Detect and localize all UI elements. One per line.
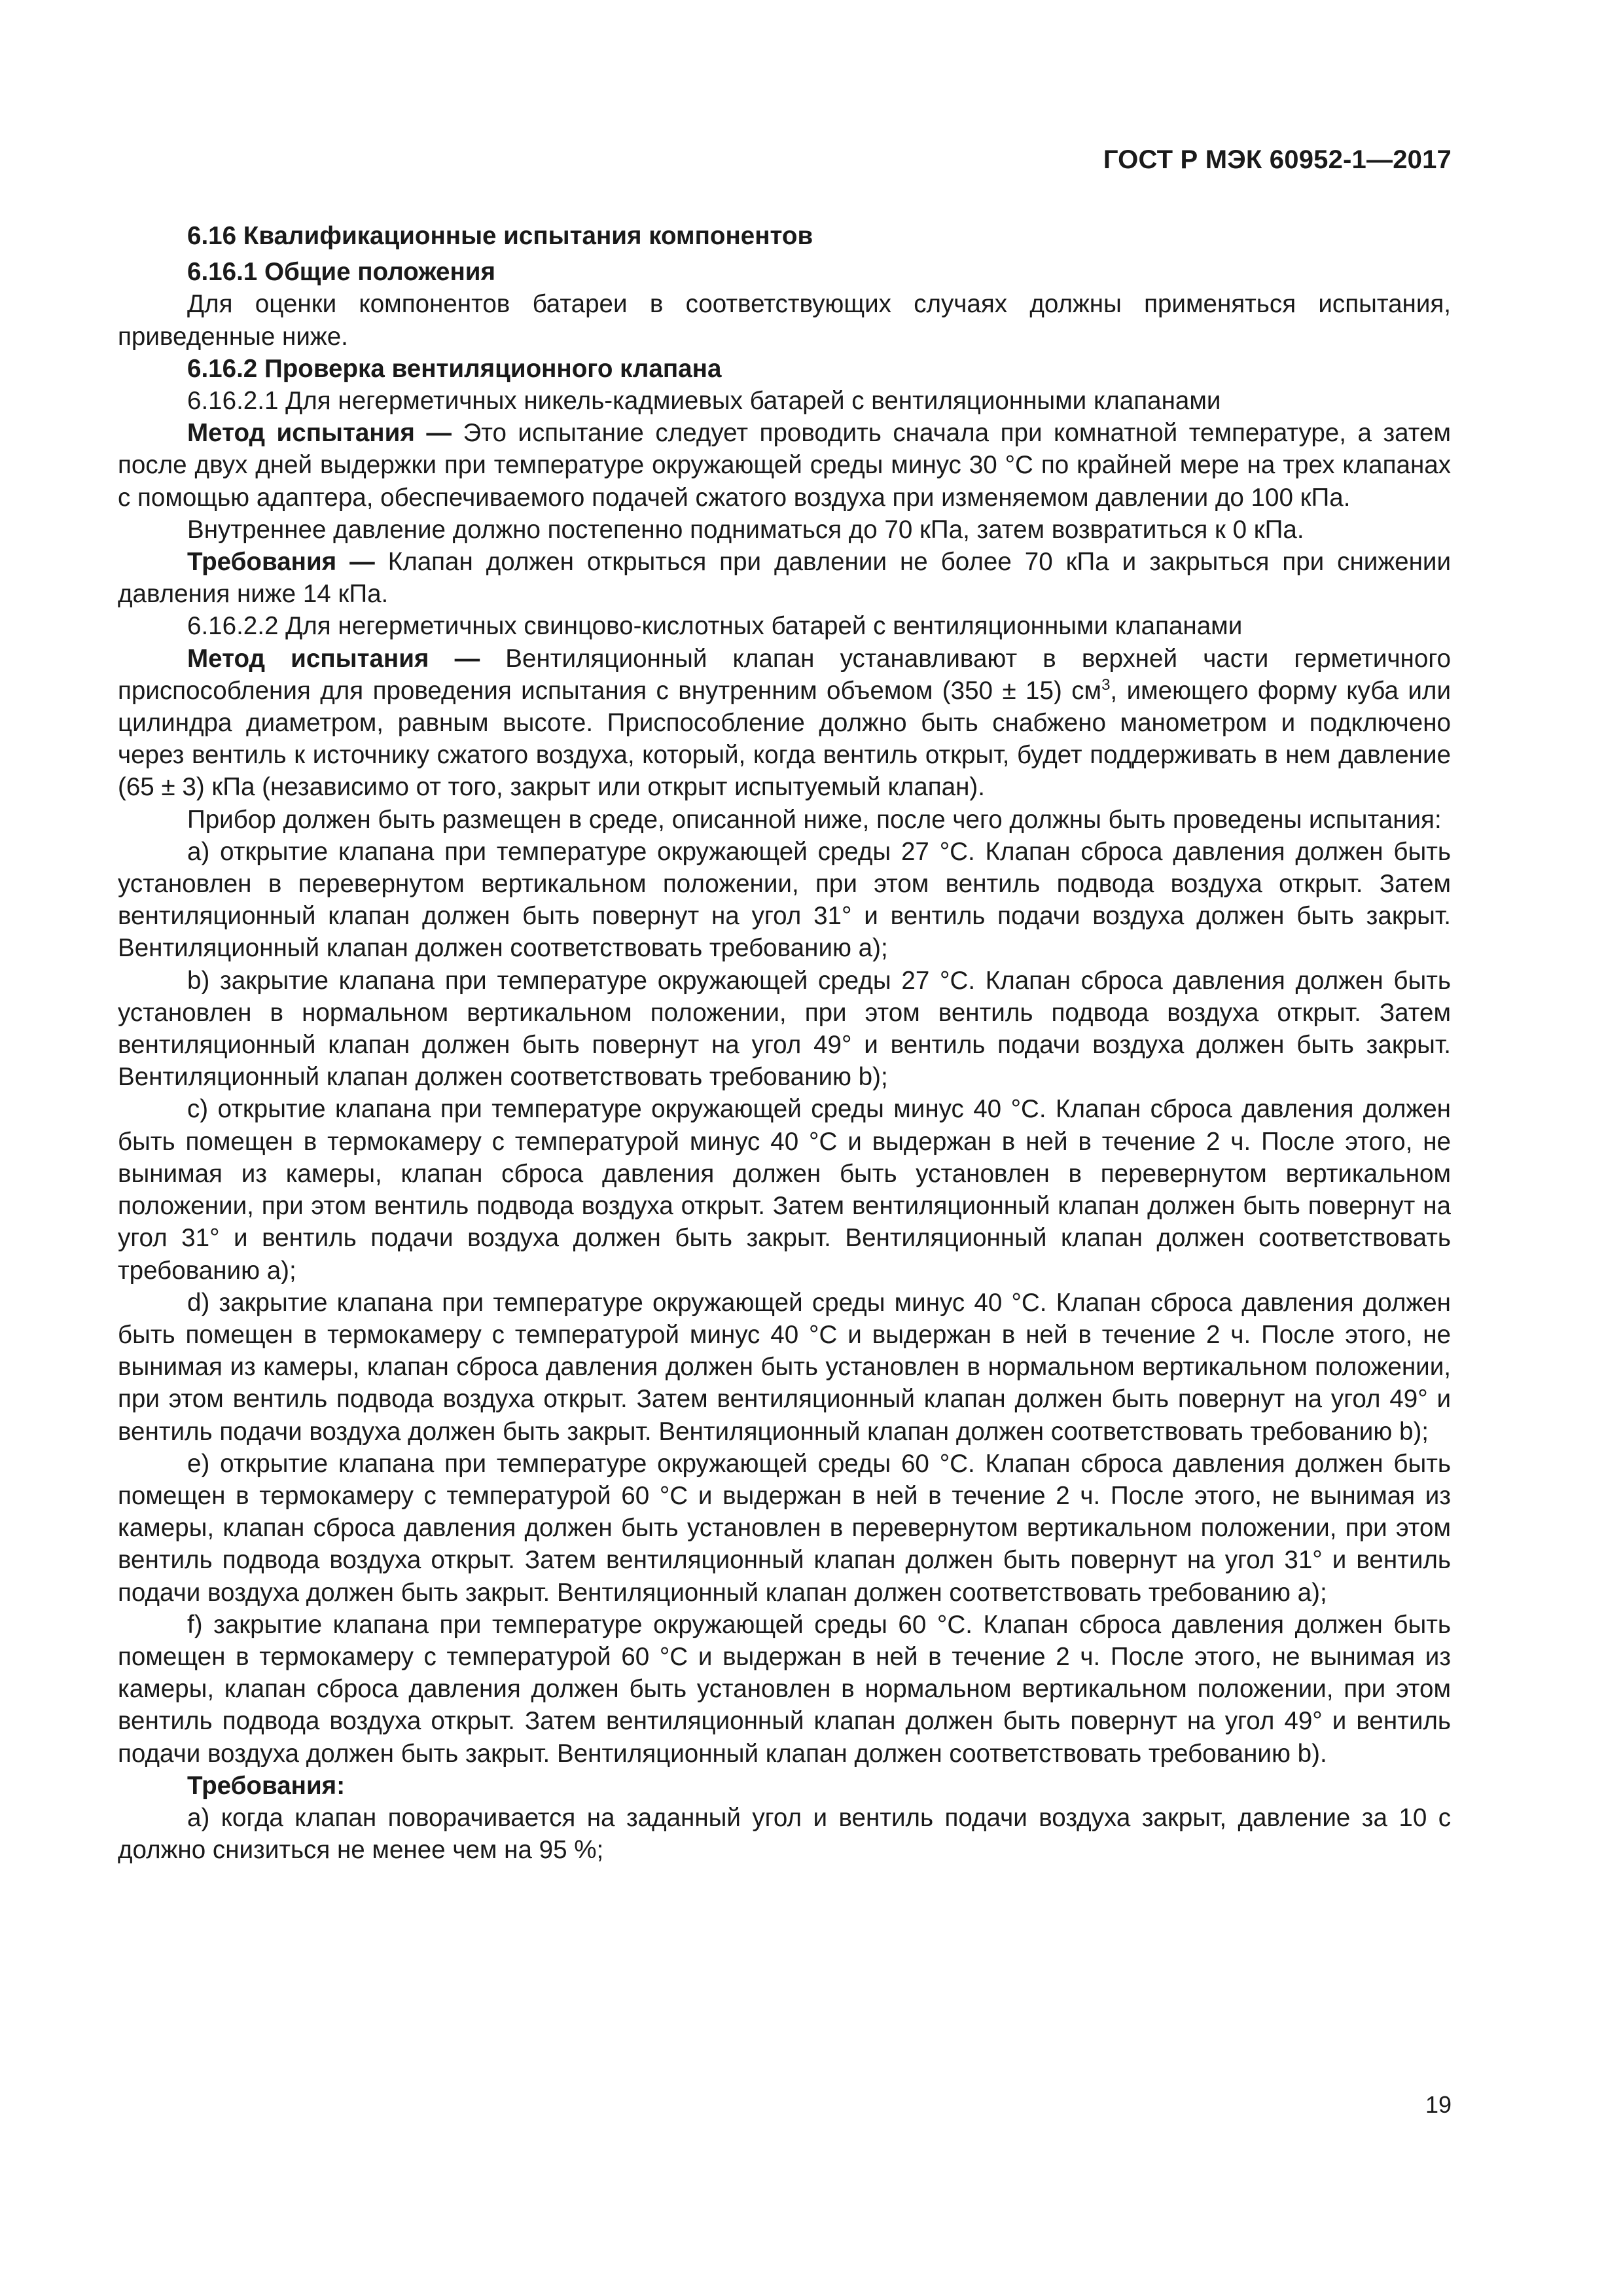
- paragraph-6-16-2-1: 6.16.2.1 Для негерметичных никель-кадмиевых батарей с вентиляционными клапанами: [187, 387, 1221, 416]
- paragraph-internal-pressure: Внутреннее давление должно постепенно подниматься до 70 кПа, затем возвратиться к 0 кПа.: [187, 515, 1304, 544]
- list-item-d: d) закрытие клапана при температуре окружающей среды минус 40 °С. Клапан сброса давления должен быть помещен в термокамеру с температурой минус 40 °С и выдержан в ней в течение 2 ч. После этого, не вынимая из камеры, клапан сброса давления должен быть установлен в нормальном вертикальном положении, при этом вентиль подвода воздуха открыт. Затем вентиляционный клапан должен быть повернут на угол 49° и вентиль подачи воздуха должен быть закрыт. Вентиляционный клапан должен соответствовать требованию b);: [118, 1288, 1451, 1446]
- requirement-a: а) когда клапан поворачивается на заданный угол и вентиль подачи воздуха закрыт, давление за 10 с должно снизиться не менее чем на 95 %;: [118, 1803, 1451, 1865]
- method-2-text-a: Вентиляционный клапан устанавливают в верхней части герметичного приспособления для проведения испытания с внутренним объемом (350 ± 15) см: [118, 644, 1451, 705]
- list-item-e: e) открытие клапана при температуре окружающей среды 60 °С. Клапан сброса давления должен быть помещен в термокамеру с температурой 60 °С и выдержан в ней в течение 2 ч. После этого, не вынимая из камеры, клапан сброса давления должен быть установлен в перевернутом вертикальном положении, при этом вентиль подвода воздуха открыт. Затем вентиляционный клапан должен быть повернут на угол 31° и вентиль подачи воздуха должен быть закрыт. Вентиляционный клапан должен соответствовать требованию а);: [118, 1449, 1451, 1607]
- list-item-a: a) открытие клапана при температуре окружающей среды 27 °С. Клапан сброса давления должен быть установлен в перевернутом вертикальном положении, при этом вентиль подвода воздуха открыт. Затем вентиляционный клапан должен быть повернут на угол 31° и вентиль подачи воздуха должен быть закрыт. Вентиляционный клапан должен соответствовать требованию а);: [118, 837, 1451, 963]
- paragraph-method-2: [118, 643, 1451, 804]
- paragraph-requirements-1: [118, 546, 1451, 610]
- list-item-b: b) закрытие клапана при температуре окружающей среды 27 °С. Клапан сброса давления должен быть установлен в нормальном вертикальном положении, при этом вентиль подвода воздуха открыт. Затем вентиляционный клапан должен быть повернут на угол 49° и вентиль подачи воздуха должен быть закрыт. Вентиляционный клапан должен соответствовать требованию b);: [118, 966, 1451, 1092]
- method-label: Метод испытания —: [187, 419, 452, 448]
- cubic-superscript: 3: [1101, 675, 1111, 694]
- requirements-1-text: Клапан должен открыться при давлении не более 70 кПа и закрыться при снижении давления ниже 14 кПа.: [118, 548, 1451, 609]
- document-body: [118, 216, 1451, 1866]
- paragraph-6-16-2-2: 6.16.2.2 Для негерметичных свинцово-кислотных батарей с вентиляционными клапанами: [187, 612, 1243, 641]
- standard-designation: ГОСТ Р МЭК 60952-1—2017: [1103, 145, 1452, 174]
- section-heading-6-16-2: 6.16.2 Проверка вентиляционного клапана: [187, 354, 722, 383]
- section-heading-6-16-1: 6.16.1 Общие положения: [187, 258, 496, 287]
- method-2-text-b: , имеющего форму куба или цилиндра диаметром, равным высоте. Приспособление должно быть снабжено манометром и подключено через вентиль к источнику сжатого воздуха, который, когда вентиль открыт, будет поддерживать в нем давление (65 ± 3) кПа (независимо от того, закрыт или открыт испытуемый клапан).: [118, 676, 1451, 802]
- list-item-f: f) закрытие клапана при температуре окружающей среды 60 °С. Клапан сброса давления должен быть помещен в термокамеру с температурой 60 °С и выдержан в ней в течение 2 ч. После этого, не вынимая из камеры, клапан сброса давления должен быть установлен в нормальном вертикальном положении, при этом вентиль подвода воздуха открыт. Затем вентиляционный клапан должен быть повернут на угол 49° и вентиль подачи воздуха должен быть закрыт. Вентиляционный клапан должен соответствовать требованию b).: [118, 1610, 1451, 1768]
- page-number: 19: [1425, 2091, 1452, 2118]
- list-item-c: c) открытие клапана при температуре окружающей среды минус 40 °С. Клапан сброса давления должен быть помещен в термокамеру с температурой минус 40 °С и выдержан в ней в течение 2 ч. После этого, не вынимая из камеры, клапан сброса давления должен быть установлен в перевернутом вертикальном положении, при этом вентиль подвода воздуха открыт. Затем вентиляционный клапан должен быть повернут на угол 31° и вентиль подачи воздуха должен быть закрыт. Вентиляционный клапан должен соответствовать требованию а);: [118, 1095, 1451, 1285]
- requirements-heading: Требования:: [187, 1771, 346, 1800]
- paragraph-method-1: [118, 417, 1451, 514]
- method-label-2: Метод испытания —: [187, 644, 480, 673]
- method-1-text: Это испытание следует проводить сначала при комнатной температуре, а затем после двух дней выдержки при температуре окружающей среды минус 30 °С по крайней мере на трех клапанах с помощью адаптера, обеспечиваемого подачей сжатого воздуха при изменяемом давлении до 100 кПа.: [118, 419, 1451, 512]
- paragraph-device: Прибор должен быть размещен в среде, описанной ниже, после чего должны быть проведены испытания:: [187, 805, 1442, 834]
- requirements-label: Требования —: [187, 548, 375, 577]
- section-heading-6-16: 6.16 Квалификационные испытания компонентов: [187, 222, 813, 250]
- paragraph-general: Для оценки компонентов батареи в соответствующих случаях должны применяться испытания, приведенные ниже.: [118, 290, 1451, 351]
